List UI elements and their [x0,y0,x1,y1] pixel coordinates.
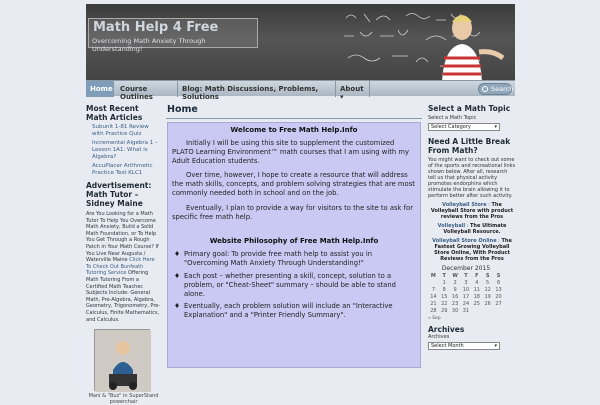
calendar-day: 7 [431,286,436,293]
nav-item-home[interactable]: Home [86,81,114,97]
calendar-day [428,279,439,286]
philosophy-bullet [174,272,416,298]
search-icon [482,86,488,92]
right-sidebar [428,104,516,400]
calendar-day: 2 [453,279,457,286]
sport-link-desc: The Volleyball Store with product reviews from the Pros [430,202,514,220]
recent-article-link[interactable]: Incremental Algebra 1 – Lesson 1A1: What is Algebra? [92,140,158,160]
calendar-day: 20 [495,293,502,300]
calendar-week [428,307,504,314]
left-sidebar [86,104,161,405]
calendar-day: 10 [462,286,470,293]
tutor-photo [94,329,150,391]
calendar-day: 26 [484,300,491,307]
search-button[interactable] [478,83,512,95]
paragraph-2: Over time, however, I hope to create a resource that will address the math skills, concepts, and problem solving strategies that are most commonly needed both in school and on the job. [172,171,415,197]
nav-item-about-label: About [340,85,364,93]
calendar-day: 13 [495,286,502,293]
calendar-day [482,307,493,314]
calendar-day: 1 [442,279,446,286]
advertisement-body: Are You Looking for a Math Tutor To Help You Overcome Math Anxiety, Build a Solid Math Foundation, or To Help You Get Through a Rough Patch in Your Math Course? If You Live Near Augusta / Waterville Maine [86,211,159,264]
calendar-table [428,272,504,314]
calendar-prev-link[interactable]: « Sep [428,316,441,321]
nav-item-course-outlines[interactable]: Course Outlines [116,81,178,97]
calendar-day: 27 [495,300,502,307]
welcome-box [167,122,421,368]
presenter-image [416,8,506,82]
chevron-down-icon: ▾ [494,343,497,349]
calendar-day: 12 [484,286,491,293]
calendar-day: 25 [473,300,480,307]
sport-link[interactable]: Volleyball Store Online [432,238,497,244]
calendar-day: 21 [430,300,437,307]
calendar-weekday: F [475,272,479,279]
advertisement-link[interactable]: Click Here To Check Out Bunfeath Tutoring Service [86,257,155,277]
calendar-week [428,300,504,307]
calendar-weekday: M [430,272,436,279]
calendar-weekday: W [452,272,458,279]
calendar-weekday: T [464,272,468,279]
search-label: Search [491,85,514,93]
bullet-text: Eventually, each problem solution will include an "Interactive Explanation" and a "Printer Friendly Summary". [184,302,393,320]
advertisement-text [86,211,161,323]
calendar-weekday: S [496,272,501,279]
calendar-day: 9 [453,286,457,293]
paragraph-1: Initially I will be using this site to supplement the customized PLATO Learning Environment™ math courses that I am using with my Adult Education students. [172,139,410,165]
title-divider [166,118,422,119]
calendar-day: 19 [484,293,491,300]
nav-item-about[interactable] [336,81,370,101]
calendar-day: 23 [451,300,459,307]
main-content [166,104,422,400]
calendar-day: 5 [486,279,490,286]
calendar-day: 31 [462,307,470,314]
philosophy-bullet [174,250,416,268]
calendar-day: 16 [451,293,459,300]
calendar-day: 4 [475,279,479,286]
diamond-bullet-icon: ♦ [174,302,181,311]
archives-label: Archives [428,334,450,340]
calendar-day: 11 [473,286,480,293]
calendar-day: 6 [496,279,501,286]
math-topic-heading: Select a Math Topic [428,104,511,113]
calendar-day: 24 [462,300,470,307]
site-header [86,4,515,80]
site-title-box [88,18,258,53]
calendar [428,265,504,321]
calendar-day: 8 [442,286,446,293]
chevron-down-icon: ▾ [340,93,344,101]
sport-link-desc: The Ultimate Volleyball Resource. [443,223,507,235]
calendar-month: December 2015 [441,265,491,272]
sport-link[interactable]: Volleyball Store [442,202,487,208]
recent-article-link[interactable]: Subunit 1-81 Review with Practice Quiz [92,124,149,137]
calendar-week [428,293,504,300]
main-nav [86,80,515,101]
diamond-bullet-icon: ♦ [174,271,181,280]
site-tagline: Overcoming Math Anxiety Through Understanding! [92,37,206,53]
category-select-value: Select Category [431,124,471,130]
calendar-day: 18 [473,293,480,300]
philosophy-bullet [174,302,416,320]
calendar-weekday: T [442,272,446,279]
sport-link-item: Volleyball Store Online : The Fastest Growing Volleyball Store Online, With Product Reviews from the Pros [432,238,512,262]
recent-article-link[interactable]: AccuPlacer Arithmetic Practice Test KLC1 [92,163,153,176]
break-text: You might want to check out some of the sports and recreational links shown below. After all, research tell us that physical activity promotes endorphins which stimulate the brain allowing it to perform better after such activity. [428,157,516,199]
archives-heading: Archives [428,325,465,334]
break-heading: Need A Little Break From Math? [428,137,511,155]
calendar-day: 17 [462,293,470,300]
calendar-day: 3 [464,279,468,286]
welcome-heading: Welcome to Free Math Help.Info [230,126,358,134]
paragraph-3: Eventually, I plan to provide a way for visitors to the site to ask for specific free math help. [172,203,414,221]
photo-caption: Mani & "Buz" in SuperStand powerchair [88,393,159,405]
category-select[interactable] [428,123,500,131]
calendar-day: 29 [441,307,448,314]
philosophy-heading: Website Philosophy of Free Math Help.Info [209,237,379,246]
archives-select-value: Select Month [431,343,464,349]
calendar-day: 22 [441,300,448,307]
sport-link-desc: The Fastest Growing Volleyball Store Online, With Product Reviews from the Pros [434,238,512,262]
recent-articles-heading: Most Recent Math Articles [86,104,143,122]
calendar-day: 28 [430,307,437,314]
bullet-text: Primary goal: To provide free math help to assist you in "Overcoming Math Anxiety Through Understanding!" [184,250,373,268]
math-topic-label: Select a Math Topic [428,115,477,121]
diamond-bullet-icon: ♦ [174,250,181,259]
chevron-down-icon: ▾ [494,124,497,130]
sport-link-item: Volleyball Store : The Volleyball Store with product reviews from the Pros [430,202,514,220]
calendar-week [428,279,504,286]
calendar-weekday: S [485,272,490,279]
calendar-day [493,307,504,314]
calendar-day: 14 [430,293,437,300]
calendar-week [428,286,504,293]
advertisement-body-2: Offering Math Tutoring From a Certified Math Teacher. Subjects Include: General Math, Pre-Algebra, Algebra, Geometry, Trigonometry, Pre-Calculus, Finite Mathematics, and Calculus. [86,270,161,323]
bullet-text: Each post – whether presenting a skill, concept, solution to a problem, or "Cheat-Sheet" summary – should be able to stand alone. [184,271,396,298]
calendar-weekdays [428,272,504,279]
sport-link[interactable]: Volleyball [437,223,466,229]
calendar-day: 30 [451,307,459,314]
site-title[interactable]: Math Help 4 Free [93,20,219,35]
calendar-day [471,307,482,314]
advertisement-heading: Advertisement: Math Tutor – Sidney Maine [86,181,152,208]
nav-item-blog[interactable]: Blog: Math Discussions, Problems, Solutions [178,81,336,97]
page-title: Home [167,104,198,115]
calendar-day: 15 [441,293,448,300]
archives-select[interactable] [428,342,500,350]
calendar-days [428,279,504,314]
sport-link-item: Volleyball : The Ultimate Volleyball Resource. [437,223,507,235]
